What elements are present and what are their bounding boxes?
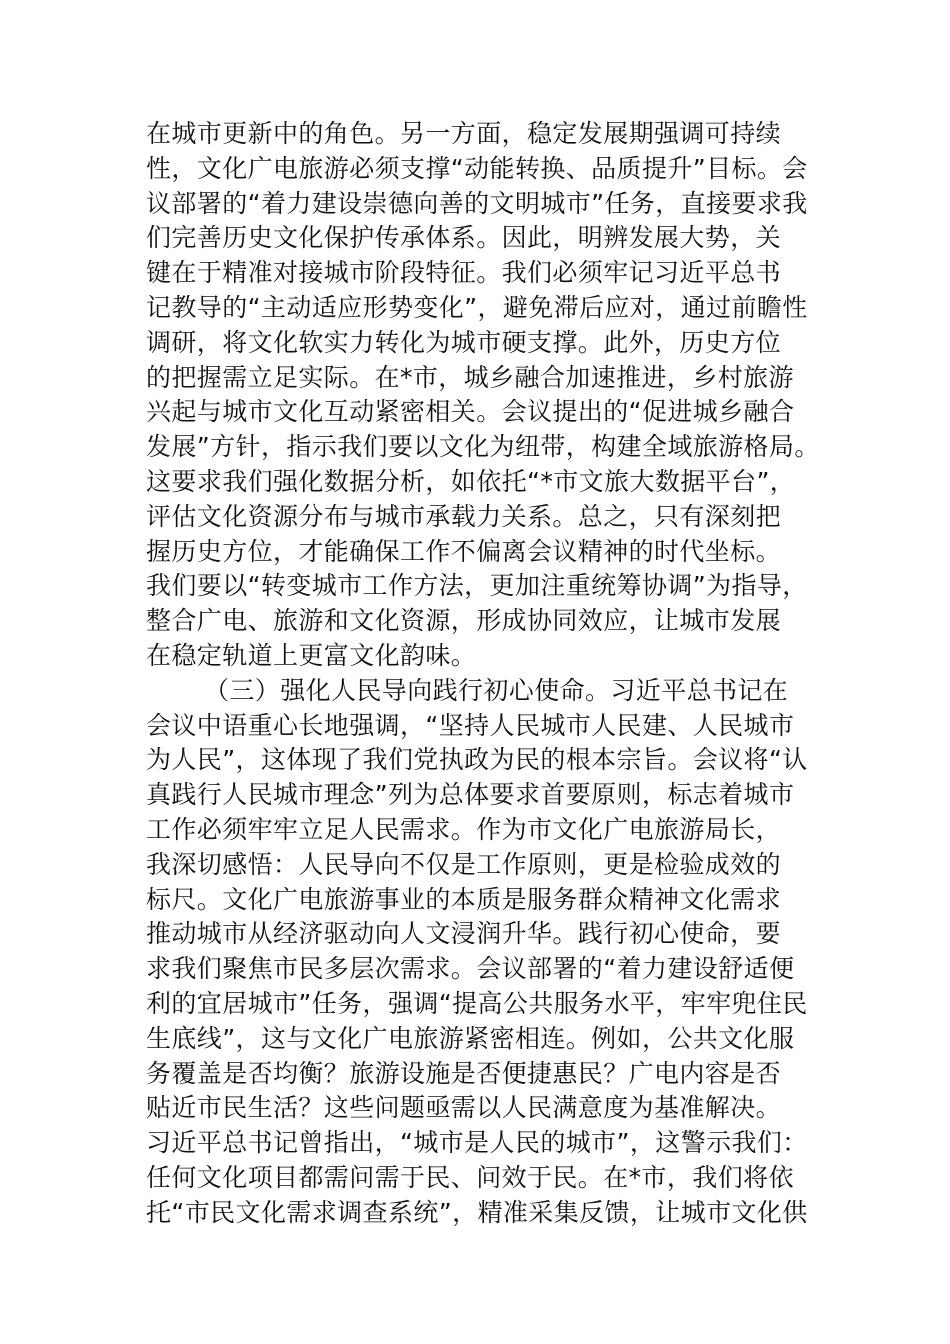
- text-line: 推动城市从经济驱动向人文浸润升华。践行初心使命，要: [146, 919, 782, 949]
- text-line: 发展”方针，指示我们要以文化为纽带，构建全域旅游格局。: [146, 432, 820, 462]
- text-line: 键在于精准对接城市阶段特征。我们必须牢记习近平总书: [146, 258, 782, 288]
- text-line: 贴近市民生活？这些问题亟需以人民满意度为基准解决。: [146, 1093, 782, 1123]
- text-line: 我深切感悟：人民导向不仅是工作原则，更是检验成效的: [146, 849, 782, 879]
- text-line: 工作必须牢牢立足人民需求。作为市文化广电旅游局长，: [146, 814, 782, 844]
- text-line: 任何文化项目都需问需于民、问效于民。在*市，我们将依: [146, 1162, 794, 1192]
- text-line: 求我们聚焦市民多层次需求。会议部署的“着力建设舒适便: [146, 954, 795, 984]
- text-line: 习近平总书记曾指出，“城市是人民的城市”，这警示我们：: [146, 1128, 808, 1158]
- text-line: 托“市民文化需求调查系统”，精准采集反馈，让城市文化供: [146, 1197, 808, 1227]
- section-heading-line: （三）强化人民导向践行初心使命。习近平总书记在: [204, 675, 789, 705]
- text-line: 真践行人民城市理念”列为总体要求首要原则，标志着城市: [146, 780, 795, 810]
- text-line: 务覆盖是否均衡？旅游设施是否便捷惠民？广电内容是否: [146, 1058, 782, 1088]
- text-line: 在稳定轨道上更富文化韵味。: [146, 640, 477, 670]
- text-line: 会议中语重心长地强调，“坚持人民城市人民建、人民城市: [146, 710, 795, 740]
- text-line: 生底线”，这与文化广电旅游紧密相连。例如，公共文化服: [146, 1023, 795, 1053]
- text-line: 整合广电、旅游和文化资源，形成协同效应，让城市发展: [146, 606, 782, 636]
- text-line: 记教导的“主动适应形势变化”，避免滞后应对，通过前瞻性: [146, 292, 808, 322]
- text-line: 调研，将文化软实力转化为城市硬支撑。此外，历史方位: [146, 327, 782, 357]
- text-line: 这要求我们强化数据分析，如依托“*市文旅大数据平台”，: [146, 466, 796, 496]
- body-text: [146, 117, 826, 1231]
- text-line: 握历史方位，才能确保工作不偏离会议精神的时代坐标。: [146, 536, 782, 566]
- text-line: 为人民”，这体现了我们党执政为民的根本宗旨。会议将“认: [146, 745, 808, 775]
- text-line: 我们要以“转变城市工作方法，更加注重统筹协调”为指导，: [146, 571, 808, 601]
- text-line: 的把握需立足实际。在*市，城乡融合加速推进，乡村旅游: [146, 362, 794, 392]
- text-line: 们完善历史文化保护传承体系。因此，明辨发展大势，关: [146, 223, 782, 253]
- text-line: 利的宜居城市”任务，强调“提高公共服务水平，牢牢兜住民: [146, 988, 808, 1018]
- text-line: 标尺。文化广电旅游事业的本质是服务群众精神文化需求: [146, 884, 782, 914]
- text-line: 性，文化广电旅游必须支撑“动能转换、品质提升”目标。会: [146, 153, 808, 183]
- text-line: 在城市更新中的角色。另一方面，稳定发展期强调可持续: [146, 119, 782, 148]
- text-line: 议部署的“着力建设崇德向善的文明城市”任务，直接要求我: [146, 188, 808, 218]
- text-line: 评估文化资源分布与城市承载力关系。总之，只有深刻把: [146, 501, 782, 531]
- text-line: 兴起与城市文化互动紧密相关。会议提出的“促进城乡融合: [146, 397, 795, 427]
